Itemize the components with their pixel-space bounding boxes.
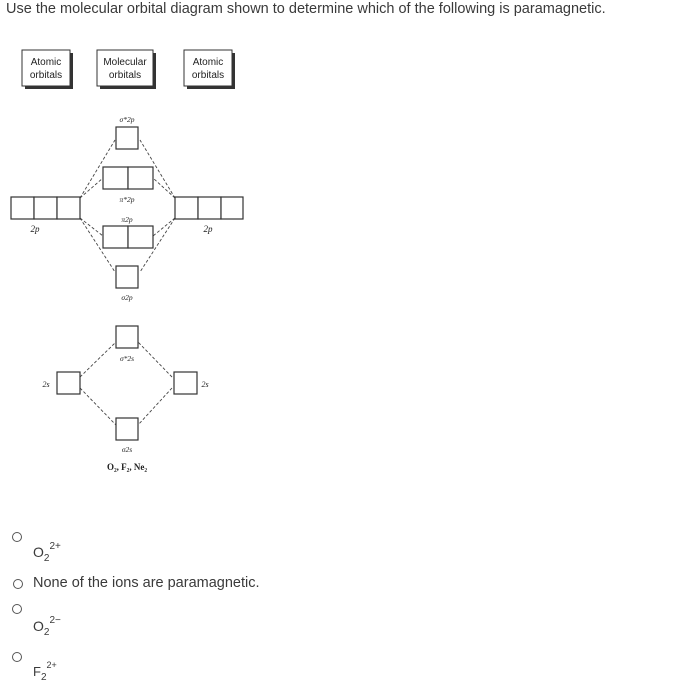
sigma-2s-orbital (116, 418, 138, 440)
header-atomic-right-line1: Atomic (192, 57, 224, 68)
right-2s-orbital (174, 372, 197, 394)
label-pi-star-2p: π*2p (119, 195, 135, 204)
label-left-2s: 2s (42, 380, 50, 389)
sigma-star-2p-orbital (116, 127, 138, 149)
left-2s-orbital (57, 372, 80, 394)
option-radio-3[interactable] (12, 604, 22, 614)
left-2p-orbitals (11, 197, 80, 219)
label-molecules: O₂, F₂, Ne₂ (106, 462, 148, 472)
option-3-sup: 2− (49, 615, 61, 626)
option-o2-2plus-label (33, 541, 61, 564)
header-molecular (97, 50, 156, 89)
label-left-2p: 2p (30, 224, 40, 234)
header-atomic-left (22, 50, 73, 89)
option-1-base: O (33, 544, 44, 560)
option-radio-2[interactable] (13, 579, 23, 589)
header-molecular-line2: orbitals (108, 70, 142, 81)
label-right-2s: 2s (201, 380, 209, 389)
option-o2-2minus-label (33, 615, 61, 638)
header-molecular-line1: Molecular (103, 57, 147, 68)
option-radio-1[interactable] (12, 532, 22, 542)
option-1-sup: 2+ (49, 541, 61, 552)
header-atomic-left-line1: Atomic (30, 57, 62, 68)
option-3-base: O (33, 618, 44, 634)
sigma-2p-orbital (116, 266, 138, 288)
label-sigma-star-2s: σ*2s (119, 354, 135, 363)
sigma-star-2s-orbital (116, 326, 138, 348)
option-1-sub: 2 (43, 553, 50, 564)
label-sigma-2s: σ2s (121, 445, 133, 454)
label-pi-2p: π2p (121, 215, 133, 224)
option-4-base: F (33, 664, 41, 679)
option-f2-2plus-label (33, 660, 57, 683)
option-none-label: None of the ions are paramagnetic. (33, 575, 260, 591)
header-atomic-right-line2: orbitals (191, 70, 225, 81)
option-radio-4[interactable] (12, 652, 22, 662)
pi-star-2p-orbitals (103, 167, 153, 189)
label-sigma-2p: σ2p (121, 293, 133, 302)
option-4-sup: 2+ (46, 660, 57, 670)
header-atomic-left-line2: orbitals (29, 70, 63, 81)
pi-2p-orbitals (103, 226, 153, 248)
option-4-sub: 2 (40, 672, 47, 683)
right-2p-orbitals (175, 197, 243, 219)
label-right-2p: 2p (203, 224, 213, 234)
question-text: Use the molecular orbital diagram shown to determine which of the following is paramagnetic. (6, 1, 606, 17)
header-atomic-right (184, 50, 235, 89)
option-3-sub: 2 (43, 627, 50, 638)
label-sigma-star-2p: σ*2p (119, 115, 135, 124)
